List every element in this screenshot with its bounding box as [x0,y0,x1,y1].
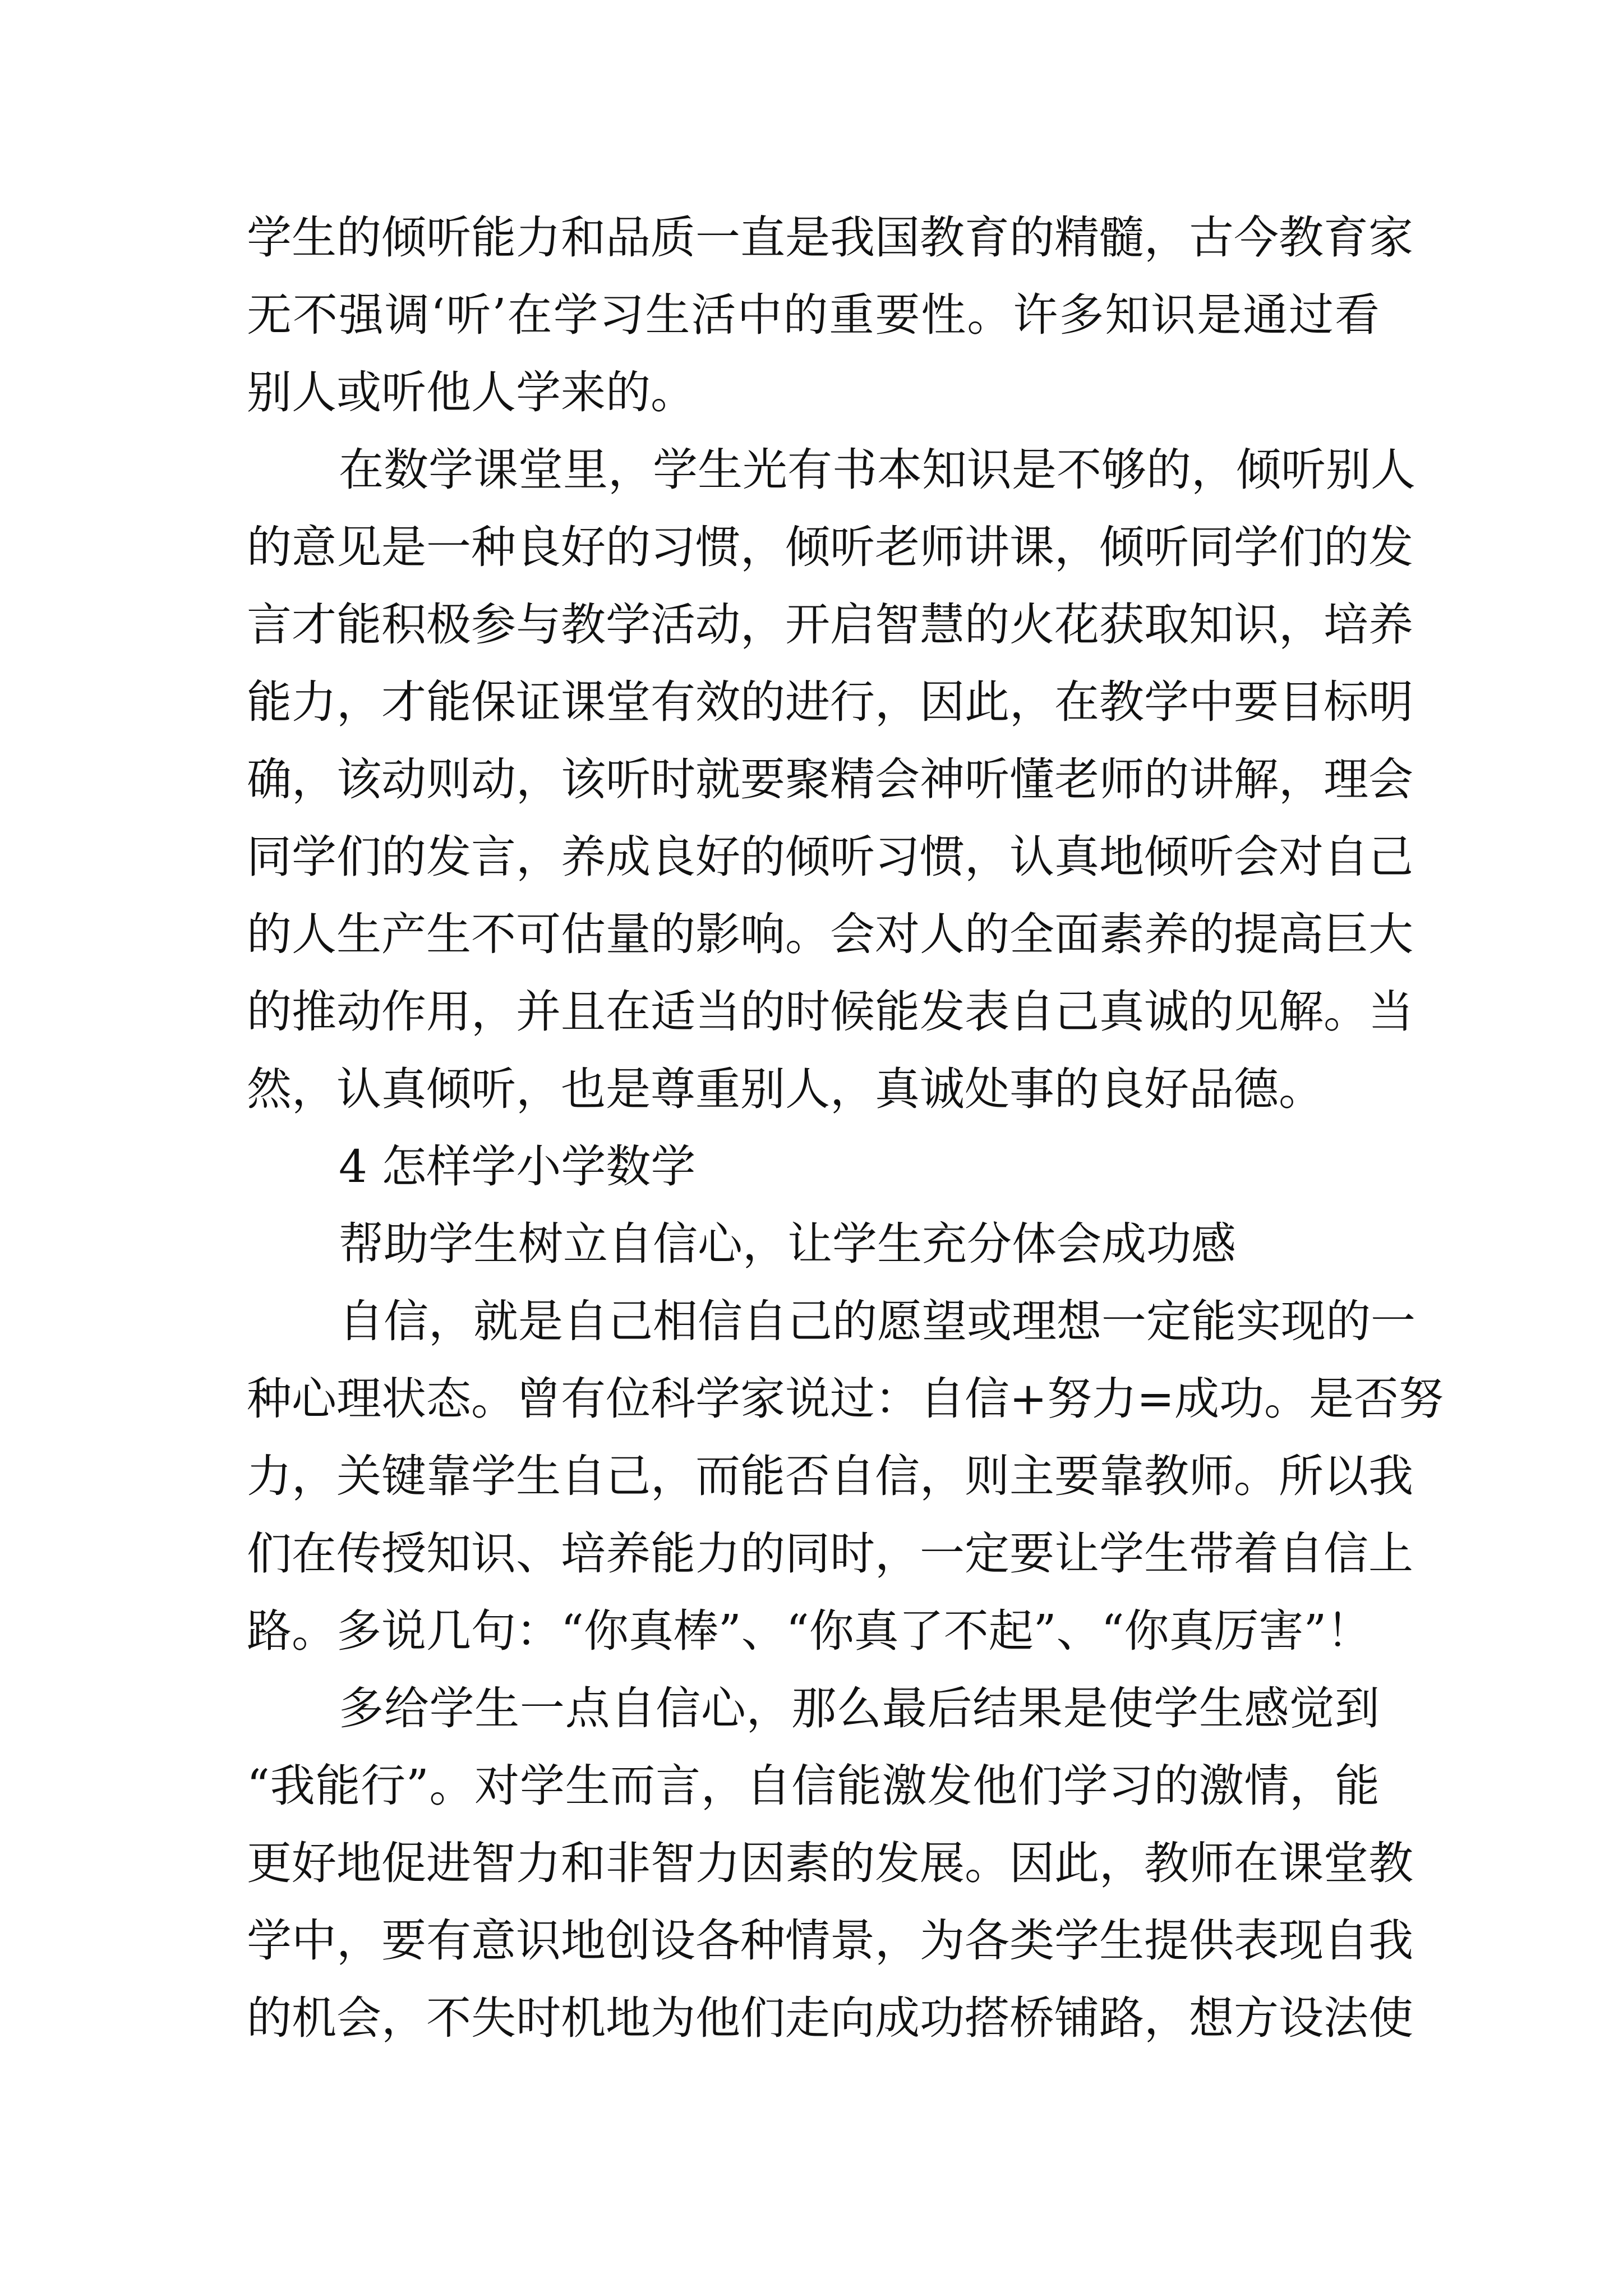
paragraph-first-line: 在数学课堂里，学生光有书本知识是不够的，倾听别人 [339,444,1415,496]
section-heading: 4 怎样学小学数学 [339,1140,696,1193]
text-line: “我能行”。对学生而言，自信能激发他们学习的激情，能 [247,1760,1380,1812]
text-line: 的推动作用，并且在适当的时候能发表自己真诚的见解。当 [247,986,1413,1038]
paragraph-first-line: 自信，就是自己相信自己的愿望或理想一定能实现的一 [339,1295,1415,1347]
text-line: 然，认真倾听，也是尊重别人，真诚处事的良好品德。 [247,1063,1324,1115]
text-line: 们在传授知识、培养能力的同时，一定要让学生带着自信上 [247,1527,1413,1580]
text-line: 学中，要有意识地创设各种情景，为各类学生提供表现自我 [247,1915,1413,1967]
subheading: 帮助学生树立自信心，让学生充分体会成功感 [339,1218,1236,1270]
text-line: 能力，才能保证课堂有效的进行，因此，在教学中要目标明 [247,676,1413,728]
text-line: 同学们的发言，养成良好的倾听习惯，认真地倾听会对自己 [247,831,1413,883]
text-line: 言才能积极参与教学活动，开启智慧的火花获取知识，培养 [247,599,1413,651]
text-line: 的机会，不失时机地为他们走向成功搭桥铺路，想方设法使 [247,1992,1413,2044]
text-line: 学生的倾听能力和品质一直是我国教育的精髓，古今教育家 [247,211,1413,264]
text-line: 更好地促进智力和非智力因素的发展。因此，教师在课堂教 [247,1837,1413,1889]
text-line: 别人或听他人学来的。 [247,366,695,418]
paragraph-first-line: 多给学生一点自信心，那么最后结果是使学生感觉到 [339,1682,1380,1734]
text-line: 的人生产生不可估量的影响。会对人的全面素养的提高巨大 [247,908,1413,960]
text-line: 路。多说几句：“你真棒”、“你真了不起”、“你真厉害”！ [247,1605,1372,1657]
text-line: 的意见是一种良好的习惯，倾听老师讲课，倾听同学们的发 [247,521,1413,573]
text-line: 种心理状态。曾有位科学家说过：自信+努力=成功。是否努 [247,1373,1444,1425]
text-line: 无不强调‘听’在学习生活中的重要性。许多知识是通过看 [247,289,1380,341]
text-line: 确，该动则动，该听时就要聚精会神听懂老师的讲解，理会 [247,753,1413,806]
text-line: 力，关键靠学生自己，而能否自信，则主要靠教师。所以我 [247,1450,1413,1502]
